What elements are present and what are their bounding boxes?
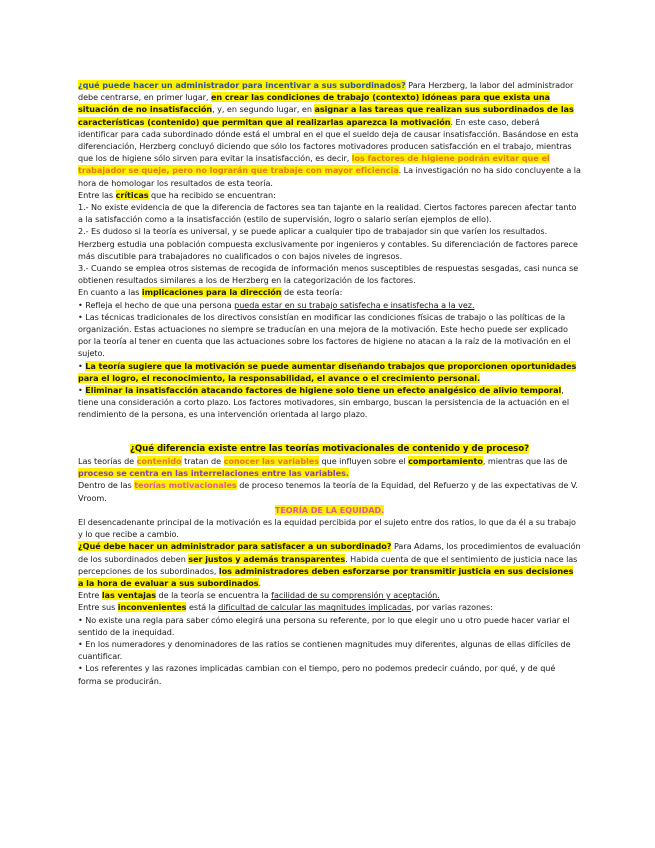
- text: de proceso tenemos la teoría de la Equidad, del Refuerzo y de las expectativas de V. Vroom.: [78, 480, 578, 503]
- document-page: [78, 79, 581, 687]
- text: , tiene una consideración a corto plazo. Los factores motivadores, sin embargo, buscan la persistencia de la actuación en el rendimiento de la persona, es una intervención orientada al largo plazo.: [78, 385, 570, 420]
- highlight: proceso se centra en las interrelaciones entre las variables.: [78, 468, 349, 479]
- text: , por varias razones:: [411, 602, 493, 613]
- highlight: teorías motivacionales: [134, 480, 237, 491]
- highlight: asignar a las tareas que realizan sus subordinados de las características (contenido) que permitan que al realizarlas aparezca la motivación: [78, 104, 574, 127]
- highlight: implicaciones para la dirección: [141, 287, 282, 298]
- bullet-razon-1: • No existe una regla para saber cómo elegirá una persona su referente, por lo que elegir uno u otro puede hacer variar el sentido de la inequidad.: [78, 614, 570, 637]
- subheading-text: TEORÍA DE LA EQUIDAD.: [274, 504, 385, 515]
- text: • Refleja el hecho de que una persona: [78, 299, 235, 310]
- paragraph-implicaciones-intro: [78, 286, 581, 298]
- question-highlight: ¿qué puede hacer un administrador para incentivar a sus subordinados?: [78, 80, 406, 90]
- highlight: críticas: [115, 189, 149, 200]
- text: •: [78, 385, 86, 396]
- text: tratan de: [181, 455, 224, 466]
- text: .: [258, 577, 262, 588]
- bullet-implicacion-1: [78, 299, 581, 311]
- text: Entre sus: [78, 602, 118, 613]
- bullet-razon-2: • En los numeradores y denominadores de las ratios se contienen magnitudes muy diferentes, algunas de ellas difíciles de cuantificar.: [78, 638, 571, 662]
- highlight: La teoría sugiere que la motivación se puede aumentar diseñando trabajos que proporcionen oportunidades para el logro, el reconocimiento, la responsabilidad, el avance o el crecimiento personal.: [78, 360, 577, 383]
- text: , mientras que las de: [482, 455, 568, 466]
- paragraph-contenido-proceso: [78, 455, 581, 479]
- text: Para Adams, los procedimientos de evaluación de los subordinados deben: [78, 541, 581, 564]
- question-highlight: ¿Qué debe hacer un administrador para satisfacer a un subordinado?: [78, 541, 392, 552]
- text: Las teorías de: [78, 455, 137, 466]
- text: de la teoría se encuentra la: [156, 590, 272, 601]
- critica-2: 2.- Es dudoso si la teoría es universal, y se puede aplicar a cualquier tipo de trabajador sin que varíen los resultados. Herzberg estudia una población compuesta exclusivamente por ingenieros y contables. Su diferenciación de factores parece más discutible para trabajadores no cualificados o con bajos niveles de ingresos.: [78, 226, 578, 261]
- text: Para Herzberg, la labor del administrador debe centrarse, en primer lugar,: [78, 80, 574, 103]
- paragraph-ventajas: [78, 589, 581, 601]
- text: , y, en segundo lugar, en: [212, 104, 315, 115]
- paragraph-equidad: El desencadenante principal de la motivación es la equidad percibida por el sujeto entre dos ratios, lo que da él a su trabajo y lo que recibe a cambio.: [78, 516, 576, 540]
- highlight: conocer las variables: [223, 455, 320, 466]
- highlight: contenido: [136, 455, 182, 466]
- section-heading: [78, 443, 581, 455]
- highlight: las ventajas: [101, 590, 157, 601]
- paragraph-criticas-intro: [78, 189, 581, 201]
- bullet-razon-3: • Los referentes y las razones implicadas cambian con el tiempo, pero no podemos predecir cuándo, por qué, y de qué forma se producirán.: [78, 663, 556, 686]
- highlight: en crear las condiciones de trabajo (contexto) idóneas para que exista una situación de no insatisfacción: [78, 92, 550, 115]
- text: . Habida cuenta de que el sentimiento de justicia nace las percepciones de los subordinados,: [78, 553, 578, 576]
- heading-text: ¿Qué diferencia existe entre las teorías motivacionales de contenido y de proceso?: [129, 443, 530, 454]
- paragraph-herzberg-admin: [78, 79, 581, 189]
- bullet-implicacion-3: [78, 360, 581, 384]
- paragraph-adams: [78, 540, 581, 589]
- text: . La investigación no ha sido concluyente a la hora de homologar los resultados de esta teoría.: [78, 165, 581, 188]
- underlined-text: facilidad de su comprensión y aceptación.: [271, 590, 440, 601]
- underlined-text: pueda estar en su trabajo satisfecha e insatisfecha a la vez.: [234, 299, 475, 310]
- highlight: comportamiento: [408, 455, 483, 466]
- highlight: los administradores deben esforzarse por transmitir justicia en sus decisiones a la hora de evaluar a sus subordinados: [78, 565, 574, 588]
- subsection-heading: [78, 504, 581, 516]
- highlight: inconvenientes: [117, 602, 187, 613]
- text: Dentro de las: [78, 480, 135, 491]
- critica-3: 3.- Cuando se emplea otros sistemas de recogida de información menos susceptibles de respuestas sesgadas, casi nunca se obtienen resultados similares a los de Herzberg en la categorización de los factores.: [78, 263, 579, 286]
- underlined-text: dificultad de calcular las magnitudes implicadas: [218, 602, 412, 613]
- text: de esta teoría:: [281, 287, 343, 298]
- highlight: los factores de higiene podrán evitar que el trabajador se queje, pero no lograrán que trabaje con mayor eficiencia: [78, 153, 550, 176]
- highlight: ser justos y además transparentes: [188, 553, 346, 564]
- text: Entre las: [78, 189, 116, 200]
- paragraph-inconvenientes: [78, 601, 581, 613]
- paragraph-teorias-proceso: [78, 479, 581, 503]
- text: •: [78, 360, 86, 371]
- bullet-implicacion-4: [78, 384, 581, 421]
- text: que influyen sobre el: [319, 455, 409, 466]
- bullet-implicacion-2: • Las técnicas tradicionales de los directivos consistían en modificar las condiciones físicas de trabajo o las políticas de la organización. Estas actuaciones no siempre se traducían en una mejora de la motivación. Este hecho puede ser explicado por la teoría al tener en cuenta que las actuaciones sobre los factores de higiene no atacan a la raíz de la motivación en el sujeto.: [78, 311, 571, 359]
- text: . En este caso, deberá identificar para cada subordinado dónde está el umbral en el que el sueldo deja de causar insatisfacción. Basándose en esta diferenciación, Herzberg concluyó diciendo que sólo los factores motivadores producen satisfacción en el trabajo, mientras que los de higiene sólo sirven para evitar la insatisfacción, es decir,: [78, 116, 579, 164]
- text: que ha recibido se encuentran:: [148, 189, 276, 200]
- spacer: [78, 421, 581, 443]
- critica-1: 1.- No existe evidencia de que la diferencia de factores sea tan tajante en la realidad. Ciertos factores parecen afectar tanto a la satisfacción como a la insatisfacción (estilo de supervisión, logro o salario serían ejemplos de ello).: [78, 202, 577, 225]
- text: está la: [186, 602, 219, 613]
- text: Entre: [78, 590, 102, 601]
- highlight: Eliminar la insatisfacción atacando factores de higiene solo tiene un efecto analgésico de alivio temporal: [85, 385, 562, 396]
- text: En cuanto a las: [78, 287, 142, 298]
